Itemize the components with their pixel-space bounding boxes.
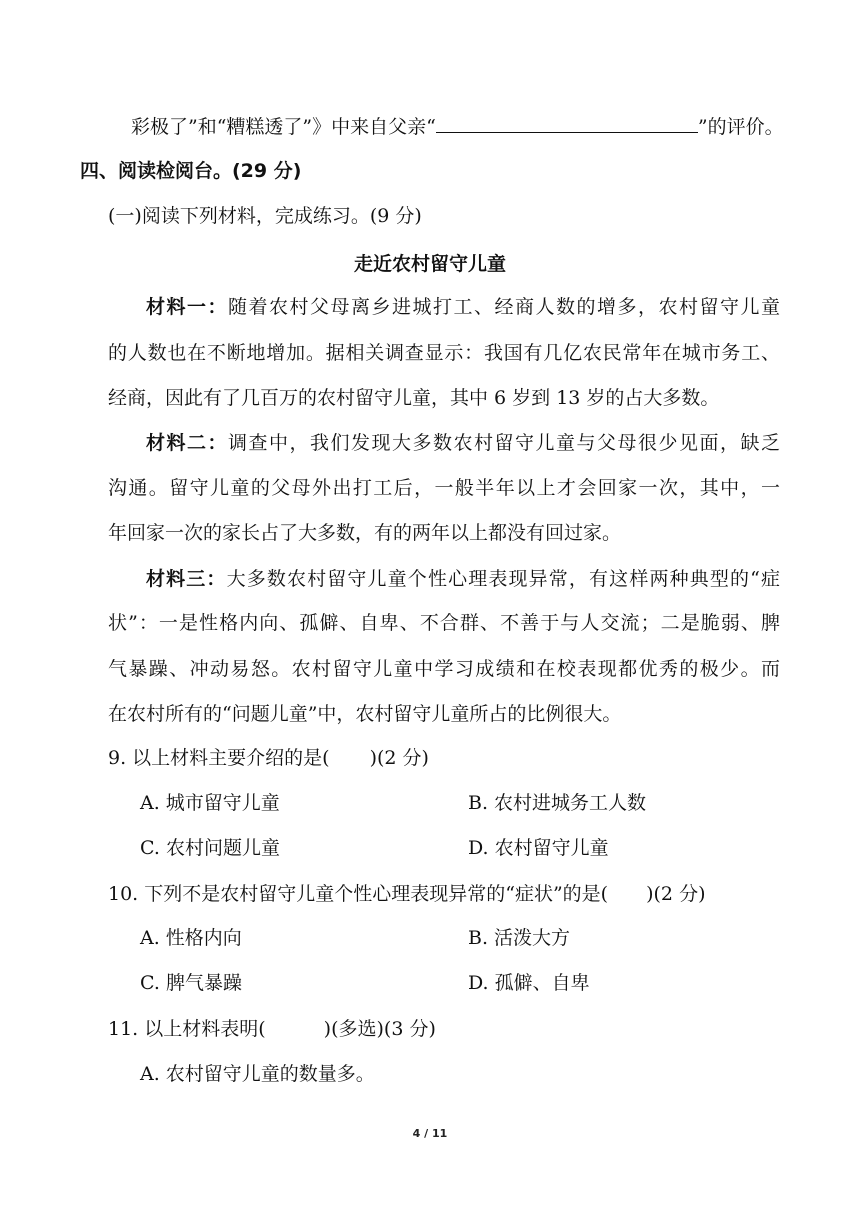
question-9 [108, 744, 429, 772]
part-instruction: (一)阅读下列材料，完成练习。(9 分) [108, 205, 422, 227]
material-2-label: 材料二： [146, 432, 228, 454]
material-3-line-4: 在农村所有的“问题儿童”中，农村留守儿童所占的比例很大。 [108, 703, 622, 725]
question-9-option-c[interactable]: C. 农村问题儿童 [140, 837, 280, 859]
material-2-line-3: 年回家一次的家长占了大多数，有的两年以上都没有回过家。 [108, 522, 622, 544]
material-3-line-1 [108, 565, 780, 593]
article-title: 走近农村留守儿童 [353, 253, 506, 275]
question-9-stem: 9. 以上材料主要介绍的是( [108, 747, 330, 769]
question-10-option-c[interactable]: C. 脾气暴躁 [140, 972, 242, 994]
material-2-line-1 [108, 429, 780, 457]
question-10-tail: )(2 分) [646, 883, 706, 905]
question-10-option-b[interactable]: B. 活泼大方 [468, 927, 571, 949]
material-1-line-3: 经商，因此有了几百万的农村留守儿童，其中 6 岁到 13 岁的占大多数。 [108, 387, 720, 409]
question-9-option-a[interactable]: A. 城市留守儿童 [140, 792, 280, 814]
question-10-option-a[interactable]: A. 性格内向 [140, 927, 242, 949]
material-3-label: 材料三： [146, 568, 227, 590]
continuation-line [131, 112, 784, 141]
material-2-text-1: 调查中，我们发现大多数农村留守儿童与父母很少见面，缺乏 [228, 432, 780, 454]
section-heading: 四、阅读检阅台。(29 分) [80, 160, 302, 182]
question-11 [108, 1015, 436, 1043]
question-11-stem: 11. 以上材料表明( [108, 1018, 266, 1040]
question-9-option-b[interactable]: B. 农村进城务工人数 [468, 792, 647, 814]
material-3-line-3: 气暴躁、冲动易怒。农村留守儿童中学习成绩和在校表现都优秀的极少。而 [108, 658, 780, 680]
continuation-text-before: 彩极了”和“糟糕透了”》中来自父亲“ [131, 116, 436, 138]
material-1-line-1 [108, 293, 780, 321]
question-9-option-d[interactable]: D. 农村留守儿童 [468, 837, 609, 859]
question-11-option-a[interactable]: A. 农村留守儿童的数量多。 [140, 1063, 375, 1085]
material-1-line-2: 的人数也在不断地增加。据相关调查显示：我国有几亿农民常年在城市务工、 [108, 342, 780, 364]
material-3-line-2: 状”：一是性格内向、孤僻、自卑、不合群、不善于与人交流；二是脆弱、脾 [108, 612, 780, 634]
question-10-option-d[interactable]: D. 孤僻、自卑 [468, 972, 590, 994]
page-number: 4 / 11 [412, 1127, 448, 1140]
continuation-text-after: ”的评价。 [697, 116, 784, 138]
material-3-text-1: 大多数农村留守儿童个性心理表现异常，有这样两种典型的“症 [226, 568, 780, 590]
question-11-tail: )(多选)(3 分) [323, 1018, 436, 1040]
question-10-stem: 10. 下列不是农村留守儿童个性心理表现异常的“症状”的是( [108, 883, 609, 905]
fill-in-blank[interactable] [436, 112, 698, 133]
question-9-tail: )(2 分) [369, 747, 429, 769]
material-1-text-1: 随着农村父母离乡进城打工、经商人数的增多，农村留守儿童 [228, 296, 780, 318]
question-10 [108, 880, 705, 908]
material-1-label: 材料一： [146, 296, 228, 318]
material-2-line-2: 沟通。留守儿童的父母外出打工后，一般半年以上才会回家一次，其中，一 [108, 477, 780, 499]
